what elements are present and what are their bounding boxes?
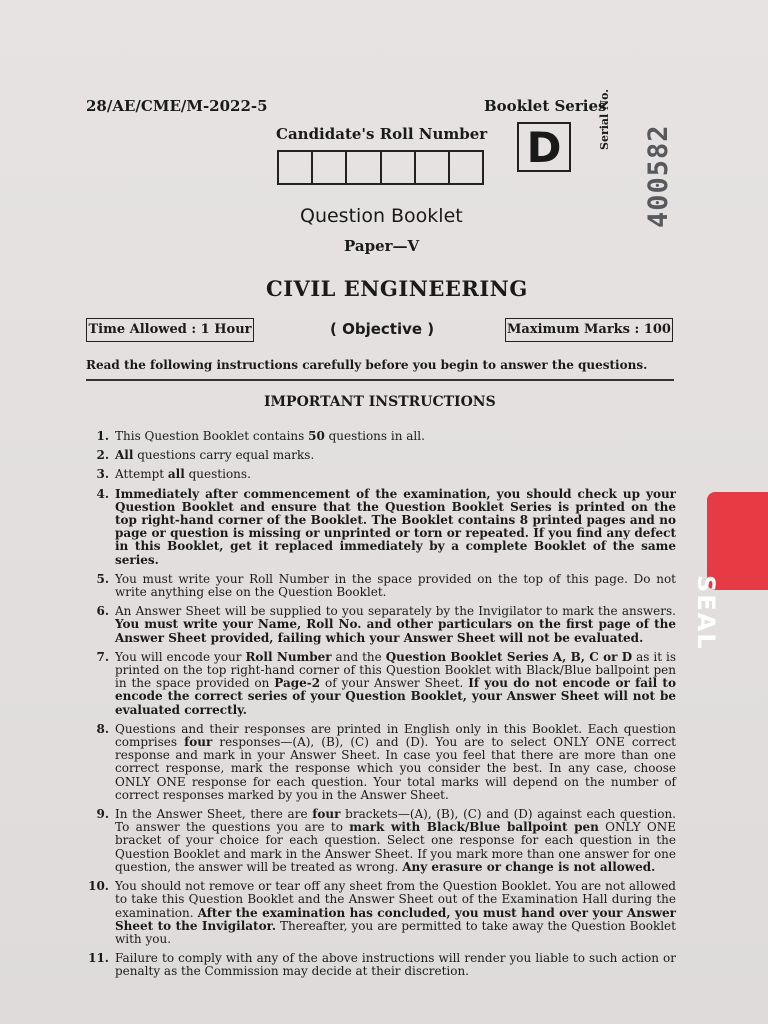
- serial-number: 400582: [643, 124, 674, 228]
- booklet-title: Question Booklet: [300, 205, 463, 227]
- instruction-text-segment: You should not remove or tear off any sheet from the Question Booklet. You are not allowed to take this Question Booklet and the Answer Sheet out of the Examination Hall during the examination.: [115, 879, 676, 920]
- instruction-text-segment: Question Booklet Series A, B, C or D: [385, 649, 633, 664]
- instructions-list: [86, 430, 676, 985]
- instruction-item: [86, 449, 676, 462]
- instruction-item: [86, 808, 676, 874]
- instruction-text: [115, 605, 676, 645]
- serial-label: Serial No.: [598, 88, 611, 150]
- instruction-text: [115, 488, 676, 567]
- roll-digit-box[interactable]: [313, 152, 347, 183]
- instruction-item: [86, 573, 676, 599]
- roll-digit-box[interactable]: [347, 152, 381, 183]
- read-instructions-note: Read the following instructions carefully before you begin to answer the questions.: [86, 358, 648, 372]
- instruction-text-segment: of your Answer Sheet.: [320, 676, 469, 691]
- instruction-text: [115, 880, 676, 946]
- instruction-item: [86, 651, 676, 717]
- instruction-number: 8.: [96, 721, 109, 736]
- booklet-series-label: Booklet Series: [484, 97, 607, 115]
- instruction-text-segment: questions carry equal marks.: [133, 448, 315, 463]
- instruction-number: 2.: [96, 448, 109, 463]
- instruction-number: 3.: [96, 467, 109, 482]
- instruction-text-segment: An Answer Sheet will be supplied to you separately by the Invigilator to mark the answers.: [115, 604, 676, 619]
- roll-digit-box[interactable]: [450, 152, 482, 183]
- instruction-text: [115, 468, 676, 481]
- instruction-number: 10.: [88, 879, 109, 894]
- instruction-text-segment: Immediately after commencement of the examination, you should check up your Question Booklet and ensure that the Question Booklet Series is printed on the top right-hand corner of the Booklet. The Booklet contains 8 printed pages and no page or question is missing or unprinted or torn or repeated. If you find any defect in this Booklet, get it replaced immediately by a complete Booklet of the same series.: [115, 486, 676, 567]
- instructions-heading: IMPORTANT INSTRUCTIONS: [264, 394, 496, 410]
- instruction-number: 6.: [96, 604, 109, 619]
- instruction-text-segment: four: [312, 807, 341, 822]
- instruction-text-segment: Page-2: [274, 676, 321, 691]
- exam-type: ( Objective ): [330, 320, 435, 338]
- instruction-text-segment: All: [115, 448, 134, 463]
- instruction-text-segment: questions in all.: [324, 429, 425, 443]
- instruction-text-segment: Attempt: [115, 467, 168, 482]
- instruction-text-segment: four: [184, 735, 213, 750]
- instruction-text-segment: If you do not encode or fail to encode the correct series of your Question Booklet, your Answer Sheet will not be evaluated correctly.: [115, 676, 676, 717]
- instruction-text-segment: all: [167, 467, 185, 482]
- instruction-text: [115, 723, 676, 802]
- instruction-text-segment: as it is printed on the top right-hand corner of this Question Booklet with Black/Blue ballpoint pen in the space provided on: [115, 649, 676, 691]
- instruction-text-segment: You must write your Name, Roll No. and other particulars on the first page of the Answer Sheet provided, failing which your Answer Sheet will not be evaluated.: [115, 617, 676, 645]
- instruction-text-segment: brackets—(A), (B), (C) and (D) against each question. To answer the questions you are to: [115, 807, 677, 835]
- instruction-item: [86, 430, 676, 443]
- instruction-item: [86, 880, 676, 946]
- instruction-text-segment: This Question Booklet contains: [115, 429, 309, 443]
- instruction-number: 9.: [96, 807, 109, 822]
- roll-number-boxes[interactable]: [277, 150, 484, 185]
- instruction-text-segment: mark with Black/Blue ballpoint pen: [349, 820, 599, 835]
- instruction-item: [86, 952, 676, 978]
- instruction-item: [86, 605, 676, 645]
- instruction-text-segment: Roll Number: [245, 649, 332, 664]
- maximum-marks-box: Maximum Marks : 100: [505, 318, 673, 342]
- instruction-text-segment: questions.: [184, 467, 251, 482]
- instruction-text: [115, 573, 676, 599]
- instruction-text-segment: responses—(A), (B), (C) and (D). You are to select ONLY ONE correct response and mark in your Answer Sheet. In case you feel that there are more than one correct response, mark the response which you consider the best. In any case, choose ONLY ONE response for each question. Your total marks will depend on the number of correct responses marked by you in the Answer Sheet.: [115, 735, 676, 802]
- instruction-text-segment: Questions and their responses are printed in English only in this Booklet. Each question comprises: [115, 721, 676, 750]
- roll-digit-box[interactable]: [416, 152, 450, 183]
- instruction-text: [115, 430, 676, 443]
- instruction-text: [115, 449, 676, 462]
- instruction-text-segment: You will encode your: [115, 649, 246, 664]
- roll-number-label: Candidate's Roll Number: [276, 125, 488, 143]
- roll-digit-box[interactable]: [279, 152, 313, 183]
- instruction-text-segment: Failure to comply with any of the above instructions will render you liable to such action or penalty as the Commission may decide at their discretion.: [115, 951, 676, 979]
- booklet-series-value: D: [517, 122, 571, 172]
- instruction-number: 5.: [96, 571, 109, 586]
- instruction-text: [115, 651, 676, 717]
- subject-title: CIVIL ENGINEERING: [266, 276, 528, 301]
- exam-code: 28/AE/CME/M-2022-5: [86, 97, 268, 115]
- divider: [86, 379, 674, 381]
- seal-label: SEAL: [692, 575, 720, 651]
- paper-label: Paper—V: [344, 237, 420, 255]
- instruction-text-segment: You must write your Roll Number in the space provided on the top of this page. Do not write anything else on the Question Booklet.: [115, 571, 676, 600]
- roll-digit-box[interactable]: [382, 152, 416, 183]
- instruction-number: 11.: [88, 951, 109, 966]
- instruction-text-segment: Thereafter, you are permitted to take away the Question Booklet with you.: [115, 918, 676, 946]
- instruction-text-segment: After the examination has concluded, you must hand over your Answer Sheet to the Invigilator.: [115, 905, 676, 933]
- instruction-text-segment: ONLY ONE bracket of your choice for each question. Select one response for each question in the Question Booklet and mark in the Answer Sheet. If you mark more than one answer for one question, the answer will be treated as wrong.: [115, 820, 677, 874]
- time-allowed-box: Time Allowed : 1 Hour: [86, 318, 254, 342]
- instruction-text: [115, 952, 676, 978]
- instruction-text-segment: In the Answer Sheet, there are: [115, 807, 313, 822]
- instruction-item: [86, 468, 676, 481]
- instruction-number: 4.: [96, 486, 109, 501]
- instruction-number: 7.: [96, 649, 109, 664]
- instruction-item: [86, 488, 676, 567]
- instruction-item: [86, 723, 676, 802]
- instruction-text-segment: 50: [308, 429, 325, 443]
- instruction-text: [115, 808, 676, 874]
- instruction-text-segment: and the: [331, 649, 386, 664]
- instruction-text-segment: Any erasure or change is not allowed.: [402, 859, 656, 874]
- instruction-number: 1.: [96, 429, 109, 443]
